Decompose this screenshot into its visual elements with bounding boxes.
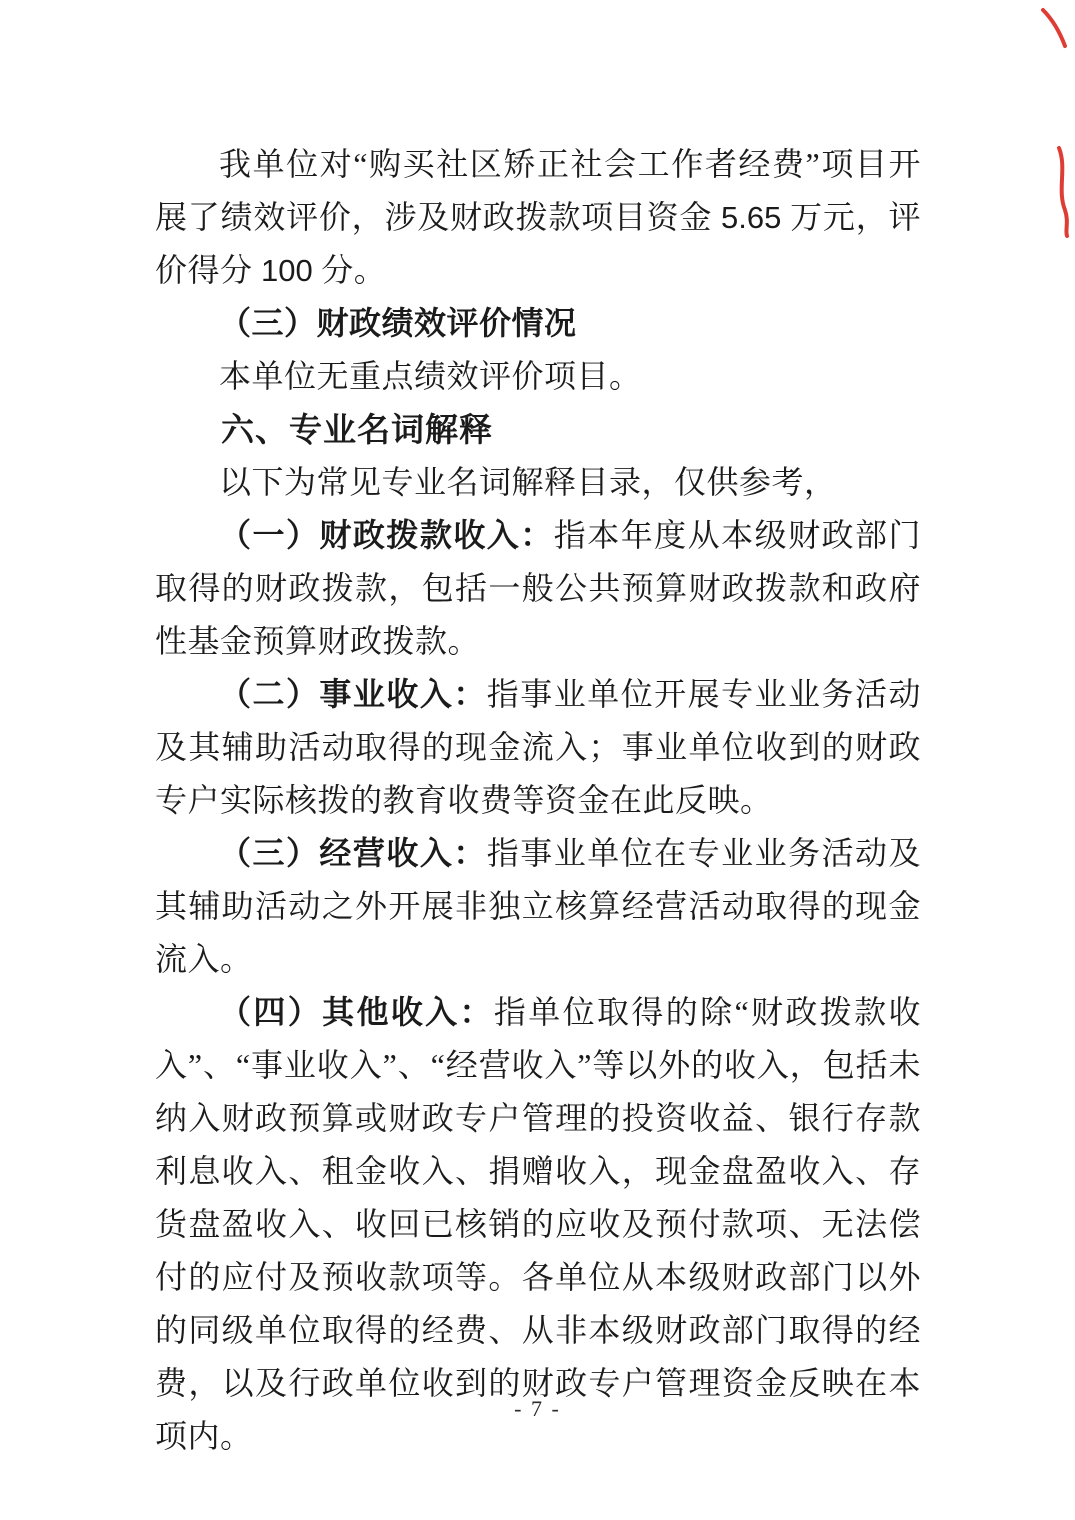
term-paragraph-other-income xyxy=(155,986,921,1463)
term-label: （三）经营收入： xyxy=(219,835,487,871)
term-paragraph-business-income xyxy=(155,827,921,986)
funding-amount-value: 5.65 xyxy=(721,200,782,235)
document-content xyxy=(155,138,921,1463)
term-definition: 指事业单位开展专业业务活动及其辅助活动取得的现金流入；事业单位收到的财政专户实际核拨的教育收费等资金在此反映。 xyxy=(155,676,921,818)
performance-text-2: 万元，评价得分 xyxy=(155,199,921,288)
term-paragraph-operating-income xyxy=(155,668,921,827)
term-definition: 指事业单位在专业业务活动及其辅助活动之外开展非独立核算经营活动取得的现金流入。 xyxy=(155,835,921,977)
red-pen-mark-side xyxy=(1059,148,1067,236)
glossary-intro-paragraph: 以下为常见专业名词解释目录，仅供参考， xyxy=(219,464,837,500)
section-heading-6: 六、专业名词解释 xyxy=(221,411,493,448)
term-definition: 指单位取得的除“财政拨款收入”、“事业收入”、“经营收入”等以外的收入，包括未纳入财政预算或财政专户管理的投资收益、银行存款利息收入、租金收入、捐赠收入，现金盘盈收入、存货盘盈收入、收回已核销的应收及预付款项、无法偿付的应付及预收款项等。各单位从本级财政部门以外的同级单位取得的经费、从非本级财政部门取得的经费，以及行政单位收到的财政专户管理资金反映在本项内。 xyxy=(155,994,921,1454)
red-pen-mark-top xyxy=(1043,10,1065,46)
term-paragraph-fiscal-appropriation xyxy=(155,509,921,668)
section-heading-3: （三）财政绩效评价情况 xyxy=(219,305,577,341)
term-label: （二）事业收入： xyxy=(219,676,487,712)
performance-paragraph xyxy=(155,138,921,297)
page-number: - 7 - xyxy=(514,1396,561,1421)
term-label: （一）财政拨款收入： xyxy=(219,517,554,553)
term-definition: 指本年度从本级财政部门取得的财政拨款，包括一般公共预算财政拨款和政府性基金预算财政拨款。 xyxy=(155,517,921,659)
performance-text-1: 我单位对“购买社区矫正社会工作者经费”项目开展了绩效评价，涉及财政拨款项目资金 xyxy=(155,146,921,235)
red-pen-marks xyxy=(1015,0,1075,260)
term-label: （四）其他收入： xyxy=(219,994,494,1030)
performance-text-3: 分。 xyxy=(312,252,387,288)
no-key-projects-paragraph: 本单位无重点绩效评价项目。 xyxy=(219,358,642,394)
evaluation-score-value: 100 xyxy=(261,253,313,288)
